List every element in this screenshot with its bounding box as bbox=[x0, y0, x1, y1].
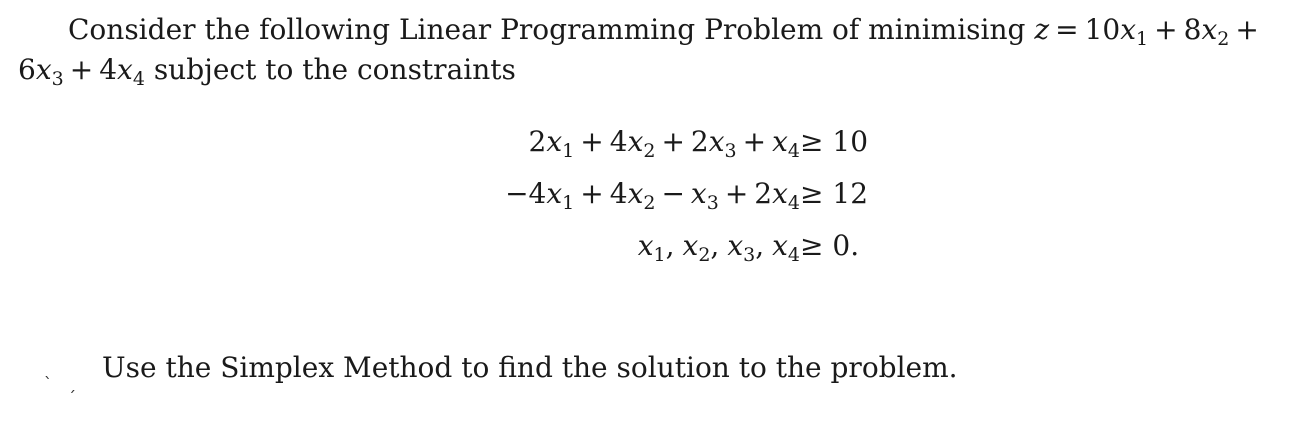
constraint-operator: + bbox=[661, 125, 685, 158]
intro-text: Consider the following Linear Programming Problem of minimising bbox=[68, 13, 1026, 46]
objective-term-subscript: 4 bbox=[132, 68, 145, 90]
objective-term-subscript: 3 bbox=[51, 68, 64, 90]
nonnegativity-variable-var: x bbox=[682, 229, 699, 262]
constraint-term-var: x bbox=[772, 125, 788, 158]
plus-operator: + bbox=[1154, 13, 1178, 46]
constraint-term-var: x bbox=[627, 125, 644, 158]
objective-term bbox=[99, 53, 145, 90]
constraint-term-var: x bbox=[708, 125, 725, 158]
stray-marks bbox=[44, 374, 92, 393]
nonnegativity-row bbox=[0, 220, 1300, 272]
objective-term-subscript: 1 bbox=[1136, 28, 1149, 50]
constraint-term-coefficient: 4 bbox=[609, 177, 628, 210]
stray-mark-right: ˏ bbox=[68, 374, 76, 393]
constraint-2-rhs bbox=[800, 168, 868, 220]
plus-operator: + bbox=[69, 53, 94, 86]
nonnegativity-variable bbox=[637, 229, 666, 266]
constraint-term-subscript: 4 bbox=[787, 140, 800, 162]
objective-term bbox=[18, 53, 64, 90]
comma-separator: , bbox=[710, 229, 720, 262]
constraint-row-1 bbox=[0, 116, 1300, 168]
objective-term bbox=[1084, 13, 1149, 50]
objective-terms-line-1 bbox=[1084, 13, 1265, 50]
nonnegativity-variable bbox=[727, 229, 756, 266]
constraint-term bbox=[528, 125, 575, 162]
constraint-term-coefficient: 4 bbox=[528, 177, 547, 210]
constraint-term-subscript: 1 bbox=[562, 140, 575, 162]
constraint-2-lhs bbox=[505, 168, 800, 220]
objective-term-var: x bbox=[117, 53, 133, 86]
constraint-term-subscript: 2 bbox=[643, 192, 656, 214]
constraint-term-coefficient: 2 bbox=[754, 177, 773, 210]
constraint-term-subscript: 4 bbox=[787, 192, 800, 214]
constraint-term-var: x bbox=[546, 177, 563, 210]
problem-line-2 bbox=[18, 50, 1280, 90]
problem-statement bbox=[18, 10, 1280, 90]
objective-term-var: x bbox=[1120, 13, 1137, 46]
constraints-intro-text: subject to the constraints bbox=[153, 53, 516, 86]
comma-separator: , bbox=[665, 229, 675, 262]
nonnegativity-variable-subscript: 3 bbox=[743, 244, 756, 266]
constraint-term-coefficient: 2 bbox=[528, 125, 547, 158]
objective-term-coefficient: 8 bbox=[1183, 13, 1202, 46]
stray-mark-left: ˋ bbox=[44, 374, 52, 393]
constraint-1-relation: ≥ bbox=[800, 125, 824, 158]
constraint-1-lhs bbox=[529, 116, 800, 168]
constraint-operator: − bbox=[661, 177, 685, 210]
nonnegativity-variable-var: x bbox=[637, 229, 654, 262]
constraint-term bbox=[528, 177, 575, 214]
objective-term-coefficient: 10 bbox=[1084, 13, 1121, 46]
objective-term-coefficient: 6 bbox=[18, 53, 36, 86]
nonnegativity-relation: ≥ bbox=[800, 229, 824, 262]
constraint-term bbox=[609, 177, 656, 214]
constraint-term-coefficient: 4 bbox=[609, 125, 628, 158]
constraint-2-value: 12 bbox=[832, 177, 869, 210]
question-text: Use the Simplex Method to find the solution to the problem. bbox=[102, 351, 958, 384]
constraint-operator: + bbox=[742, 125, 767, 158]
constraint-term-coefficient: 2 bbox=[690, 125, 709, 158]
constraint-operator: + bbox=[580, 125, 604, 158]
constraint-term-subscript: 2 bbox=[643, 140, 656, 162]
equals-sign: = bbox=[1055, 13, 1079, 46]
objective-term-var: x bbox=[35, 53, 52, 86]
nonnegativity-variable bbox=[772, 229, 800, 266]
constraint-term-var: x bbox=[627, 177, 644, 210]
plus-operator: + bbox=[1235, 13, 1259, 46]
constraint-system bbox=[0, 116, 1300, 272]
nonnegativity-lhs bbox=[638, 220, 800, 272]
constraint-term-subscript: 1 bbox=[562, 192, 575, 214]
constraint-operator: − bbox=[505, 177, 529, 210]
constraint-term bbox=[772, 125, 800, 162]
objective-variable: z bbox=[1034, 13, 1050, 46]
constraint-term-var: x bbox=[690, 177, 707, 210]
constraint-row-2 bbox=[0, 168, 1300, 220]
constraint-term-var: x bbox=[546, 125, 563, 158]
nonnegativity-variable-subscript: 4 bbox=[787, 244, 800, 266]
objective-terms-line-2 bbox=[18, 53, 145, 90]
objective-term-coefficient: 4 bbox=[99, 53, 118, 86]
constraint-term-subscript: 3 bbox=[706, 192, 719, 214]
objective-term bbox=[1183, 13, 1230, 50]
nonnegativity-rhs bbox=[800, 220, 859, 272]
nonnegativity-variable-var: x bbox=[727, 229, 744, 262]
constraint-operator: + bbox=[580, 177, 604, 210]
constraint-term bbox=[754, 177, 800, 214]
objective-term-var: x bbox=[1201, 13, 1218, 46]
nonnegativity-variable bbox=[682, 229, 711, 266]
constraint-2-relation: ≥ bbox=[800, 177, 824, 210]
constraint-term bbox=[609, 125, 656, 162]
constraint-1-rhs bbox=[800, 116, 868, 168]
comma-separator: , bbox=[755, 229, 765, 262]
problem-line-1 bbox=[18, 10, 1280, 50]
constraint-term bbox=[690, 125, 737, 162]
objective-term-subscript: 2 bbox=[1217, 28, 1230, 50]
constraint-1-value: 10 bbox=[832, 125, 869, 158]
constraint-term-var: x bbox=[772, 177, 788, 210]
constraint-operator: + bbox=[724, 177, 749, 210]
nonnegativity-variable-var: x bbox=[772, 229, 788, 262]
nonnegativity-value: 0. bbox=[832, 229, 860, 262]
nonnegativity-variable-subscript: 1 bbox=[653, 244, 666, 266]
constraint-term-subscript: 3 bbox=[724, 140, 737, 162]
constraint-term bbox=[690, 177, 719, 214]
nonnegativity-variable-subscript: 2 bbox=[698, 244, 711, 266]
